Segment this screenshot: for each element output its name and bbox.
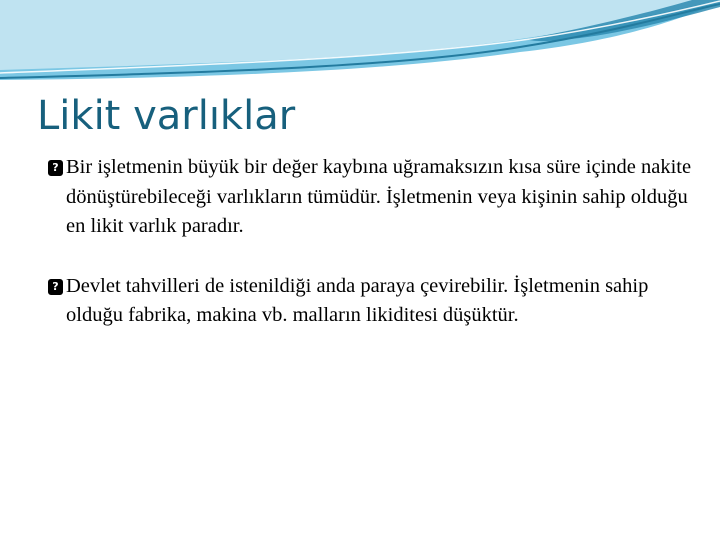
slide-bullet-list — [48, 153, 698, 331]
bullet-item-1 — [48, 153, 698, 242]
bullet-text-2: Devlet tahvilleri de istenildiği anda paraya çevirebilir. İşletmenin sahip olduğu fabrika, makina vb. malların likiditesi düşüktür. — [66, 274, 649, 326]
bullet-text-1: Bir işletmenin büyük bir değer kaybına uğramaksızın kısa süre içinde nakite dönüştürebileceği varlıkların tümüdür. İşletmenin veya kişinin sahip olduğu en likit varlık paradır. — [66, 156, 692, 237]
bullet-placeholder-icon: ? — [48, 160, 63, 176]
bullet-item-2 — [48, 272, 698, 331]
bullet-placeholder-icon: ? — [48, 279, 63, 295]
header-wave-decoration — [0, 0, 720, 90]
slide-title: Likit varlıklar — [37, 93, 296, 139]
